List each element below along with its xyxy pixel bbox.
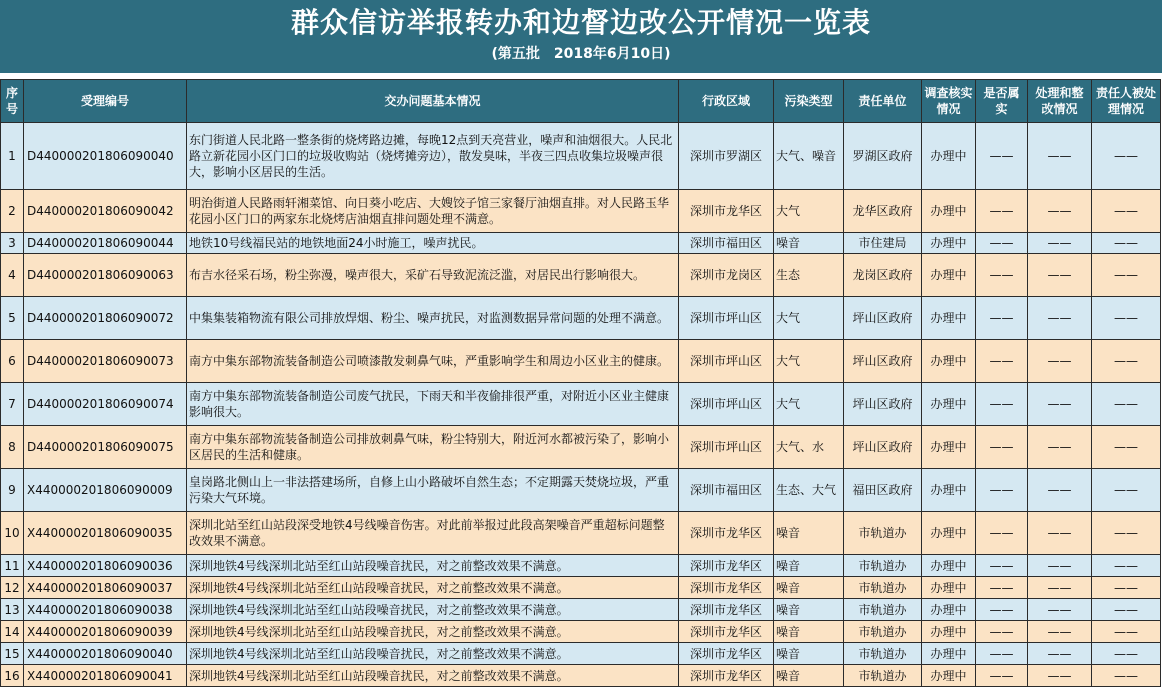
row-status: 办理中 (922, 340, 976, 383)
page-title: 群众信访举报转办和边督边改公开情况一览表 (290, 6, 871, 39)
header-banner (0, 0, 1162, 73)
row-status: 办理中 (922, 643, 976, 665)
row-id: X440000201806090037 (24, 577, 187, 599)
row-verified: —— (976, 426, 1028, 469)
row-verified: —— (976, 123, 1028, 190)
row-status: 办理中 (922, 665, 976, 687)
row-id: D440000201806090042 (24, 190, 187, 233)
table-row (1, 555, 1161, 577)
row-verified: —— (976, 643, 1028, 665)
row-handling: —— (1028, 233, 1092, 254)
row-type: 大气 (774, 297, 844, 340)
table-row (1, 426, 1161, 469)
row-handling: —— (1028, 297, 1092, 340)
row-handling: —— (1028, 426, 1092, 469)
row-region: 深圳市坪山区 (679, 426, 774, 469)
table-row (1, 665, 1161, 687)
row-handling: —— (1028, 643, 1092, 665)
row-unit: 坪山区政府 (844, 340, 922, 383)
row-description: 南方中集东部物流装备制造公司废气扰民，下雨天和半夜偷排很严重，对附近小区业主健康影响很大。 (187, 383, 679, 426)
row-unit: 市轨道办 (844, 577, 922, 599)
row-status: 办理中 (922, 599, 976, 621)
row-id: X440000201806090039 (24, 621, 187, 643)
row-id: D440000201806090063 (24, 254, 187, 297)
header-type: 污染类型 (774, 80, 844, 123)
row-person: —— (1092, 123, 1161, 190)
row-description: 深圳地铁4号线深圳北站至红山站段噪音扰民，对之前整改效果不满意。 (187, 599, 679, 621)
page-subtitle: (第五批 2018年6月10日) (491, 46, 671, 62)
header-true: 是否属实 (976, 80, 1028, 123)
row-status: 办理中 (922, 555, 976, 577)
row-number: 4 (1, 254, 24, 297)
row-id: D440000201806090044 (24, 233, 187, 254)
row-region: 深圳市龙华区 (679, 555, 774, 577)
row-number: 15 (1, 643, 24, 665)
row-description: 明治街道人民路雨轩湘菜馆、向日葵小吃店、大嫂饺子馆三家餐厅油烟直排。对人民路玉华花园小区门口的两家东北烧烤店油烟直排问题处理不满意。 (187, 190, 679, 233)
row-status: 办理中 (922, 469, 976, 512)
row-number: 16 (1, 665, 24, 687)
row-id: D440000201806090074 (24, 383, 187, 426)
row-person: —— (1092, 665, 1161, 687)
table-row (1, 254, 1161, 297)
row-type: 噪音 (774, 599, 844, 621)
row-person: —— (1092, 621, 1161, 643)
row-region: 深圳市福田区 (679, 469, 774, 512)
row-id: X440000201806090035 (24, 512, 187, 555)
row-unit: 坪山区政府 (844, 383, 922, 426)
row-unit: 龙岗区政府 (844, 254, 922, 297)
row-person: —— (1092, 340, 1161, 383)
row-type: 噪音 (774, 577, 844, 599)
table-row (1, 383, 1161, 426)
row-description: 深圳地铁4号线深圳北站至红山站段噪音扰民，对之前整改效果不满意。 (187, 555, 679, 577)
row-description: 深圳地铁4号线深圳北站至红山站段噪音扰民，对之前整改效果不满意。 (187, 621, 679, 643)
row-region: 深圳市龙华区 (679, 512, 774, 555)
row-status: 办理中 (922, 621, 976, 643)
row-number: 3 (1, 233, 24, 254)
row-id: X440000201806090036 (24, 555, 187, 577)
row-number: 9 (1, 469, 24, 512)
row-handling: —— (1028, 340, 1092, 383)
row-number: 10 (1, 512, 24, 555)
row-status: 办理中 (922, 577, 976, 599)
row-type: 噪音 (774, 621, 844, 643)
row-region: 深圳市罗湖区 (679, 123, 774, 190)
row-type: 大气 (774, 190, 844, 233)
row-handling: —— (1028, 599, 1092, 621)
row-type: 大气、噪音 (774, 123, 844, 190)
row-number: 13 (1, 599, 24, 621)
row-description: 深圳地铁4号线深圳北站至红山站段噪音扰民，对之前整改效果不满意。 (187, 665, 679, 687)
row-verified: —— (976, 297, 1028, 340)
row-description: 东门街道人民北路一整条街的烧烤路边摊，每晚12点到天亮营业，噪声和油烟很大。人民北路立新花园小区门口的垃圾收购站（烧烤摊旁边），散发臭味，半夜三四点收集垃圾噪声很大，影响小区居民的生活。 (187, 123, 679, 190)
row-verified: —— (976, 383, 1028, 426)
row-region: 深圳市龙华区 (679, 599, 774, 621)
row-verified: —— (976, 599, 1028, 621)
row-number: 12 (1, 577, 24, 599)
row-handling: —— (1028, 555, 1092, 577)
row-id: D440000201806090040 (24, 123, 187, 190)
row-region: 深圳市福田区 (679, 233, 774, 254)
row-id: X440000201806090038 (24, 599, 187, 621)
row-handling: —— (1028, 577, 1092, 599)
complaints-table (0, 79, 1161, 687)
row-handling: —— (1028, 123, 1092, 190)
row-verified: —— (976, 340, 1028, 383)
row-number: 8 (1, 426, 24, 469)
row-type: 噪音 (774, 555, 844, 577)
table-header-row (1, 80, 1161, 123)
row-id: X440000201806090041 (24, 665, 187, 687)
row-number: 5 (1, 297, 24, 340)
row-unit: 市轨道办 (844, 621, 922, 643)
row-person: —— (1092, 233, 1161, 254)
row-person: —— (1092, 426, 1161, 469)
row-person: —— (1092, 643, 1161, 665)
header-person: 责任人被处理情况 (1092, 80, 1161, 123)
row-unit: 市轨道办 (844, 555, 922, 577)
row-id: D440000201806090075 (24, 426, 187, 469)
row-region: 深圳市龙华区 (679, 643, 774, 665)
table-row (1, 599, 1161, 621)
row-id: D440000201806090072 (24, 297, 187, 340)
table-row (1, 123, 1161, 190)
row-unit: 坪山区政府 (844, 426, 922, 469)
row-region: 深圳市龙华区 (679, 577, 774, 599)
row-description: 深圳地铁4号线深圳北站至红山站段噪音扰民，对之前整改效果不满意。 (187, 577, 679, 599)
row-unit: 市住建局 (844, 233, 922, 254)
row-status: 办理中 (922, 512, 976, 555)
row-person: —— (1092, 254, 1161, 297)
row-unit: 市轨道办 (844, 643, 922, 665)
row-number: 11 (1, 555, 24, 577)
row-status: 办理中 (922, 383, 976, 426)
row-person: —— (1092, 190, 1161, 233)
row-region: 深圳市龙岗区 (679, 254, 774, 297)
row-status: 办理中 (922, 254, 976, 297)
row-number: 1 (1, 123, 24, 190)
row-person: —— (1092, 297, 1161, 340)
row-handling: —— (1028, 512, 1092, 555)
header-region: 行政区域 (679, 80, 774, 123)
row-region: 深圳市龙华区 (679, 621, 774, 643)
row-region: 深圳市坪山区 (679, 297, 774, 340)
row-status: 办理中 (922, 190, 976, 233)
row-verified: —— (976, 621, 1028, 643)
row-region: 深圳市坪山区 (679, 383, 774, 426)
row-description: 布吉水径采石场，粉尘弥漫，噪声很大，采矿石导致泥流泛滥，对居民出行影响很大。 (187, 254, 679, 297)
row-person: —— (1092, 512, 1161, 555)
row-verified: —— (976, 469, 1028, 512)
row-person: —— (1092, 383, 1161, 426)
row-verified: —— (976, 512, 1028, 555)
row-unit: 坪山区政府 (844, 297, 922, 340)
row-handling: —— (1028, 190, 1092, 233)
row-status: 办理中 (922, 233, 976, 254)
row-person: —— (1092, 469, 1161, 512)
row-number: 7 (1, 383, 24, 426)
row-number: 14 (1, 621, 24, 643)
row-verified: —— (976, 665, 1028, 687)
row-type: 大气 (774, 340, 844, 383)
row-handling: —— (1028, 469, 1092, 512)
row-type: 生态 (774, 254, 844, 297)
row-type: 大气 (774, 383, 844, 426)
row-verified: —— (976, 254, 1028, 297)
row-unit: 市轨道办 (844, 512, 922, 555)
row-verified: —— (976, 233, 1028, 254)
header-handle: 处理和整改情况 (1028, 80, 1092, 123)
row-type: 噪音 (774, 643, 844, 665)
row-verified: —— (976, 577, 1028, 599)
row-person: —— (1092, 577, 1161, 599)
table-row (1, 340, 1161, 383)
row-description: 皇岗路北侧山上一非法搭建场所，自修上山小路破坏自然生态；不定期露天焚烧垃圾，严重污染大气环境。 (187, 469, 679, 512)
row-type: 大气、水 (774, 426, 844, 469)
row-type: 噪音 (774, 512, 844, 555)
row-number: 2 (1, 190, 24, 233)
table-row (1, 233, 1161, 254)
row-verified: —— (976, 190, 1028, 233)
row-id: X440000201806090040 (24, 643, 187, 665)
header-desc: 交办问题基本情况 (187, 80, 679, 123)
row-description: 中集集装箱物流有限公司排放焊烟、粉尘、噪声扰民，对监测数据异常问题的处理不满意。 (187, 297, 679, 340)
table-row (1, 577, 1161, 599)
row-person: —— (1092, 555, 1161, 577)
row-description: 深圳北站至红山站段深受地铁4号线噪音伤害。对此前举报过此段高架噪音严重超标问题整改效果不满意。 (187, 512, 679, 555)
table-row (1, 190, 1161, 233)
row-handling: —— (1028, 621, 1092, 643)
row-description: 深圳地铁4号线深圳北站至红山站段噪音扰民，对之前整改效果不满意。 (187, 643, 679, 665)
row-number: 6 (1, 340, 24, 383)
row-id: D440000201806090073 (24, 340, 187, 383)
row-unit: 龙华区政府 (844, 190, 922, 233)
row-status: 办理中 (922, 297, 976, 340)
row-type: 噪音 (774, 665, 844, 687)
table-row (1, 297, 1161, 340)
table-row (1, 469, 1161, 512)
row-handling: —— (1028, 383, 1092, 426)
row-region: 深圳市龙华区 (679, 190, 774, 233)
header-status: 调查核实情况 (922, 80, 976, 123)
row-person: —— (1092, 599, 1161, 621)
row-unit: 福田区政府 (844, 469, 922, 512)
header-unit: 责任单位 (844, 80, 922, 123)
row-unit: 罗湖区政府 (844, 123, 922, 190)
row-unit: 市轨道办 (844, 599, 922, 621)
row-unit: 市轨道办 (844, 665, 922, 687)
row-type: 噪音 (774, 233, 844, 254)
row-type: 生态、大气 (774, 469, 844, 512)
row-description: 南方中集东部物流装备制造公司喷漆散发刺鼻气味，严重影响学生和周边小区业主的健康。 (187, 340, 679, 383)
row-region: 深圳市坪山区 (679, 340, 774, 383)
header-id: 受理编号 (24, 80, 187, 123)
header-no: 序号 (1, 80, 24, 123)
table-row (1, 621, 1161, 643)
table-row (1, 643, 1161, 665)
row-id: X440000201806090009 (24, 469, 187, 512)
table-row (1, 512, 1161, 555)
row-handling: —— (1028, 665, 1092, 687)
row-status: 办理中 (922, 426, 976, 469)
row-handling: —— (1028, 254, 1092, 297)
row-description: 地铁10号线福民站的地铁地面24小时施工，噪声扰民。 (187, 233, 679, 254)
row-region: 深圳市龙华区 (679, 665, 774, 687)
row-description: 南方中集东部物流装备制造公司排放刺鼻气味，粉尘特别大，附近河水都被污染了，影响小区居民的生活和健康。 (187, 426, 679, 469)
row-verified: —— (976, 555, 1028, 577)
row-status: 办理中 (922, 123, 976, 190)
